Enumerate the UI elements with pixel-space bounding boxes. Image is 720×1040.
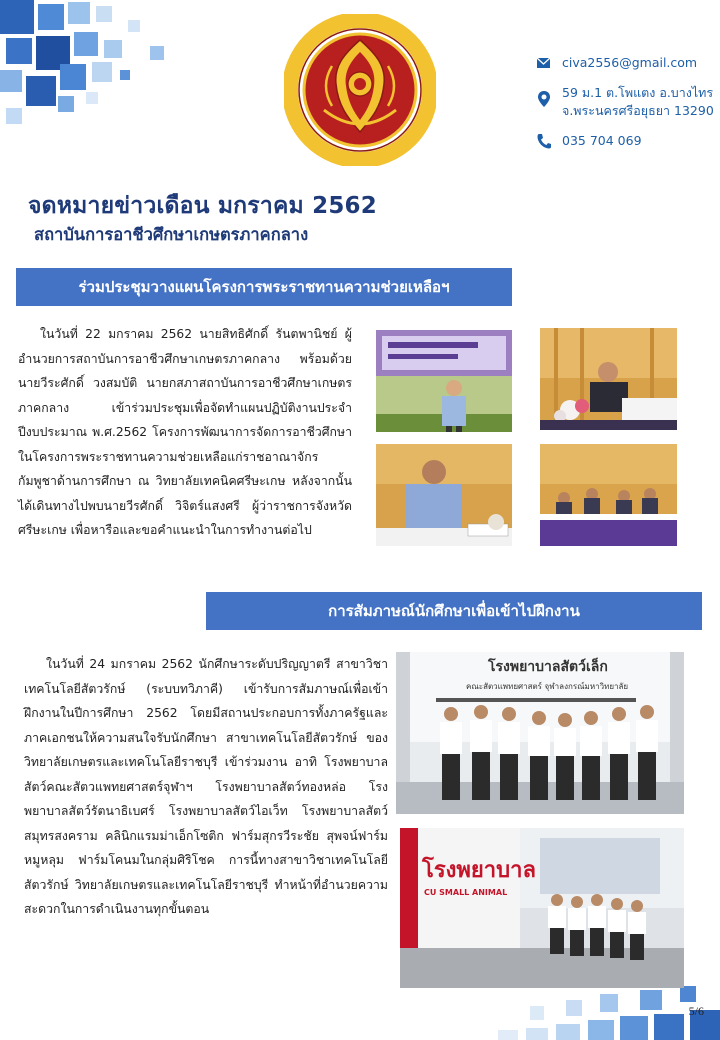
section2-heading: การสัมภาษณ์นักศึกษาเพื่อเข้าไปฝึกงาน xyxy=(206,592,702,630)
photo-students-hospital-sign xyxy=(396,652,684,814)
institute-logo xyxy=(284,14,436,166)
newsletter-subtitle: สถาบันการอาชีวศึกษาเกษตรภาคกลาง xyxy=(34,225,309,244)
photo-speaker-podium xyxy=(540,328,677,430)
newsletter-title: จดหมายข่าวเดือน มกราคม 2562 xyxy=(28,193,377,219)
photo-official-seated xyxy=(376,444,512,546)
photo-meeting-banner xyxy=(376,330,512,432)
section1-paragraph: ในวันที่ 22 มกราคม 2562 นายสิทธิศักดิ์ รันตพานิชย์ ผู้อำนวยการสถาบันการอาชีวศึกษาเกษตรภาคกลาง พร้อมด้วย นายวีระศักดิ์ วงสมบัติ นายกสภาสถาบันการอาชีวศึกษาเกษตรภาคกลาง เข้าร่วมประชุมเพื่อจัดทำแผนปฏิบัติงานประจำปีงบประมาณ พ.ศ.2562 โครงการพัฒนาการจัดการอาชีวศึกษาในโครงการพระราชทานความช่วยเหลือแก่ราชอาณาจักรกัมพูชาด้านการศึกษา ณ วิทยาลัยเทคนิคศรีษะเกษ หลังจากนั้นได้เดินทางไปพบนายวีรศักดิ์ วิจิตร์แสงศรี ผู้ว่าราชการจังหวัดศรีษะเกษ เพื่อหารือและขอคำแนะนำในการทำงานต่อไป xyxy=(18,327,352,537)
photo-students-seated xyxy=(400,828,684,988)
address-line-2: จ.พระนครศรีอยุธยา 13290 xyxy=(562,103,714,118)
page-number: 5/6 xyxy=(688,1004,704,1018)
institute-seal-icon xyxy=(284,14,436,166)
section1-heading: ร่วมประชุมวางแผนโครงการพระราชทานความช่วยเหลือฯ xyxy=(16,268,512,306)
photo2-sign-line1: โรงพยาบาล xyxy=(422,858,536,883)
phone-text: 035 704 069 xyxy=(562,133,642,148)
section2-body xyxy=(24,652,388,922)
email-text: civa2556@gmail.com xyxy=(562,55,698,70)
envelope-icon xyxy=(536,54,552,72)
section1-body xyxy=(18,322,352,543)
photo2-sign-line2: CU SMALL ANIMAL xyxy=(424,888,508,897)
section2-paragraph: ในวันที่ 24 มกราคม 2562 นักศึกษาระดับปริญญาตรี สาขาวิชาเทคโนโลยีสัตวรักษ์ (ระบบทวิภาคี) เข้ารับการสัมภาษณ์เพื่อเข้าฝึกงานในปีการศึกษา 2562 โดยมีสถานประกอบการทั้งภาครัฐและภาคเอกชนให้ความสนใจรับนักศึกษา สาขาเทคโนโลยีสัตวรักษ์ ของวิทยาลัยเกษตรและเทคโนโลยีราชบุรี เข้าร่วมงาน อาทิ โรงพยาบาลสัตว์คณะสัตวแพทยศาสตร์จุฬาฯ โรงพยาบาลสัตว์ทองหล่อ โรงพยาบาลสัตว์รัตนาธิเบศร์ โรงพยาบาลสัตว์ไอเว็ท โรงพยาบาลสัตว์สมุทรสงคราม คลินิกแรมม่าเอ็กโซติก ฟาร์มสุกรวีระชัย สุพจน์ฟาร์มหมูหลุม ฟาร์มโคนมในกลุ่มศิริโชค การนี้ทางสาขาวิชาเทคโนโลยีสัตวรักษ์ วิทยาลัยเกษตรและเทคโนโลยีราชบุรี ทำหน้าที่อำนวยความสะดวกในการดำเนินงานทุกขั้นตอน xyxy=(24,657,388,916)
map-pin-icon xyxy=(536,90,552,108)
phone-icon xyxy=(536,132,552,150)
address-line-1: 59 ม.1 ต.โพแตง อ.บางไทร xyxy=(562,85,714,100)
photo1-sign-line1: โรงพยาบาลสัตว์เล็ก xyxy=(488,659,608,675)
photo1-sign-line2: คณะสัตวแพทยศาสตร์ จุฬาลงกรณ์มหาวิทยาลัย xyxy=(466,682,629,691)
photo-meeting-table xyxy=(540,444,677,546)
